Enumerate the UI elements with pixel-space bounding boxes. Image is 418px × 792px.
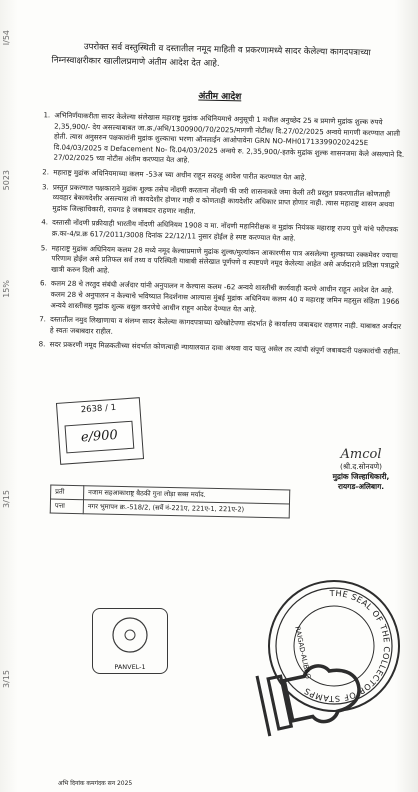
registration-stamp-label: PANVEL-1 (114, 663, 146, 671)
clause-item: 2. महाराष्ट्र मुद्रांक अधिनियमाच्या कलम -53अ च्या अधीन राहून सदरहू आदेश पारीत करण्यात येत आहे. (51, 167, 409, 185)
table-cell-key: पत्ता (50, 499, 83, 514)
receipt-stamp-amount: e/900 (65, 421, 135, 454)
seal-text: THE SEAL OF THE COLLECTOR OF STAMPS (301, 587, 393, 705)
margin-mark: I/54 (2, 30, 11, 46)
clause-item: 4. दस्तासी नोंदणी प्रक्रीयाही भारतीय नोंदणी अधिनियम 1908 व मा. नोंदणी महानिरीक्षक व मुद्रांक नियंत्रक महाराष्ट्र राज्य पुणे यांचे परीपत्रक क्र.का-4/प्र.क्र 617/2011/3008 दिनांक 22/12/11 नुसार होईल हे स्पष्ट करण्यात येत आहे. (50, 218, 408, 247)
intro-line: उपरोक्त सर्व वस्तुस्थिती व दस्तातील नमूद माहिती व प्रकरणामध्ये सादर केलेल्या कागदपत्राच्या (83, 42, 371, 59)
table-cell-value: नजाम सहआकाराष्ट्र बैठकी गुना लोड़ा सब्स मर्याद. (84, 486, 290, 504)
registration-stamp (92, 608, 168, 674)
clause-item: 8. सदर प्रकरणी नमूद मिळकतीच्या संदर्भात कोणत्याही न्यायालयात दावा अथवा वाद चालु असेल तर त्यांची संपूर्ण जबाबदारी पक्षकारांची राहील. (48, 340, 406, 358)
margin-mark: 15% (2, 280, 11, 298)
order-body (23, 40, 411, 362)
table-cell-key: प्रती (51, 485, 84, 500)
margin-mark: 3/15 (2, 490, 11, 508)
margin-mark: 5023 (2, 170, 11, 191)
copies-table (50, 484, 291, 518)
seal-place: RAIGAD-ALIBAG (293, 625, 313, 680)
intro-line: निम्नस्वाक्षरीकार खालीलप्रमाणे अंतीम आदेश देत आहे. (51, 55, 220, 69)
clause-item: 1. अभिनिर्णयाकरीता सादर केलेल्या संलेखास महाराष्ट्र मुद्रांक अधिनियमाचे अनुसूची 1 मधील अनुच्छेद 25 ब प्रमाणे मुद्रांक शुल्क रुपये 2,35,900/- देय असल्याबाबत जा.क्र./अभि/1300900/70/2025/मागणी नोटीस/ दि.27/02/2025 अन्वये मागणी करण्यात आली होती. त्यास अनुसरुन पक्षकारांनी मुद्रांक शुल्काचा भरणा ऑनलाईन आओपावेना GRN NO-MH017133990202425E दि.04/03/2025 व Defacement No- दि.04/03/2025 अन्वये रु. 2,35,900/-इतके मुद्रांक शुल्क शासनजमा केले असल्याने दि. 27/02/2025 च्या नोटीस अंतीम करण्यात येत आहे. (51, 110, 410, 170)
signature: Amcol (340, 447, 382, 462)
receipt-stamp-number: 2638 / 1 (80, 402, 117, 416)
margin-marks (2, 30, 16, 770)
clause-item: 7. दस्तातील नमुद लिखाणाचा व संलग्न सादर केलेल्या कागदपत्राच्या खरेखोटेपणा संदर्भात हे कार्यालय जबाबदार राहणार नाही. याबाबत अर्जदार हे स्वतः जबाबदार राहील. (48, 315, 406, 344)
signature-block (316, 447, 406, 492)
footer-note: अभि दिनांक कमगंदक सन 2025 (58, 780, 133, 787)
clause-item: 6. कलम 28 चे तरतुद संबंधी अर्जदार यांनी अनुपालन न केल्यास कलम -62 अन्वये शास्तीची कार्यवाही करणे आधीन राहून आदेश देत आहे. कलम 28 चे अनुपालन न केल्याचे भविष्यात निदर्शनास आल्यास मुंबई मुद्रांक अधिनियम कलम 40 व महाराष्ट्र जमिन महसुल संहिता 1966 अन्वये शास्तीसह मुद्रांक शुल्क वसुल करणेचे आधीन राहून आदेश देण्यात येत आहे. (48, 279, 407, 318)
emblem-icon (230, 621, 382, 773)
clause-list (24, 110, 411, 358)
signatory-office: रायगड-अलिबाग. (337, 482, 385, 491)
margin-mark: 3/15 (2, 670, 11, 688)
clause-item: 3. प्रस्तुत प्रकरणात पक्षकाराने मुद्रांक शुल्क तसेच नोंदणी करताना नोंदणी फी जरी शासनाकडे जमा केली तरी प्रस्तुत प्रकरणातील कोणताही व्यवहार बेकायदेशीर असल्यास तो कायदेशीर होणार नाही व कोणताही कायदेशीर अधिकार प्राप्त होणार नाही. त्यास महाराष्ट्र शासन अथवा मुद्रांक जिल्हाधिकारी, रायगड हे जबाबदार राहणार नाहीत. (50, 182, 409, 221)
receipt-stamp (56, 397, 144, 465)
table-cell-value: नगर भुमापन क्र.-518/2, (सर्वे नं-221ए, 221ए-1, 221ए-2) (83, 500, 289, 518)
signatory-name: (श्री.द.सोनवणे) (339, 462, 382, 471)
collector-seal (256, 568, 413, 725)
order-heading: अंतीम आदेश (198, 91, 242, 103)
signatory-designation: मुद्रांक जिल्हाधिकारी, (332, 472, 390, 481)
clause-item: 5. महाराष्ट्र मुद्रांक अधिनियम कलम 28 मध्ये नमूद केल्याप्रमाणे मुद्रांक शुल्क/मुल्यांकन आकारणीस पात्र असलेल्या शुल्काच्या रक्कमेवर ज्याचा परिणाम होईल असे प्रतिफल सर्व तथ्य व परिस्थिती याबाबी संलेखात पूर्णपणे व स्पष्टपणे नमूद केलेल्या आहेत असे अर्जदाराने प्रतिज्ञा पत्राद्वारे खात्री करुन दिली आहे. (49, 243, 408, 282)
